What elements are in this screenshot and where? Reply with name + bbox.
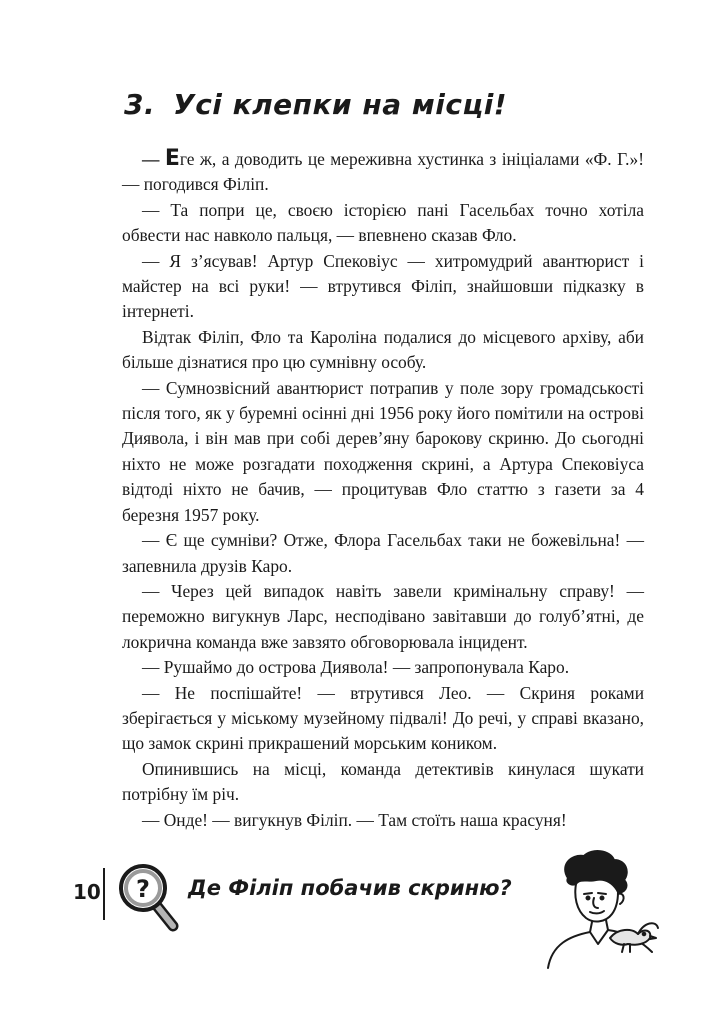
question-mark-glyph: ? bbox=[136, 875, 150, 903]
page-number: 10 bbox=[73, 880, 101, 904]
body-text bbox=[122, 146, 644, 833]
chapter-title bbox=[124, 88, 507, 121]
magnifier-question-icon bbox=[117, 862, 181, 934]
paragraph: — Не поспішайте! — втрутився Лео. — Скриня роками зберігається у міському музейному підвалі! До речі, у справі вказано, що замок скрині прикрашений морським коником. bbox=[122, 682, 644, 754]
paragraph: — Через цей випадок навіть завели кримінальну справу! — переможно вигукнув Ларс, несподівано завітавши до голуб’ятні, де локрична команда вже завзято обговорювала інцидент. bbox=[122, 580, 644, 652]
chapter-number: 3. bbox=[124, 88, 156, 121]
paragraph: — Я з’ясував! Артур Спековіус — хитромудрий авантюрист і майстер на всі руки! — втрутився Філіп, знайшовши підказку в інтернеті. bbox=[122, 250, 644, 322]
paragraph: — Онде! — вигукнув Філіп. — Там стоїть наша красуня! bbox=[142, 809, 567, 830]
opening-dash: — bbox=[142, 149, 165, 169]
dropcap: Е bbox=[164, 146, 180, 171]
chapter-title-text: Усі клепки на місці! bbox=[173, 88, 508, 121]
question-text: Де Філіп побачив скриню? bbox=[188, 876, 512, 900]
paragraph: — Є ще сумніви? Отже, Флора Гасельбах таки не божевільна! — запевнила друзів Каро. bbox=[122, 530, 644, 576]
footer-divider bbox=[103, 868, 105, 920]
paragraph: Опинившись на місці, команда детективів кинулася шукати потрібну їм річ. bbox=[122, 758, 644, 805]
paragraph: — Рушаймо до острова Диявола! — запропонувала Каро. bbox=[142, 657, 570, 678]
paragraph: — Сумнозвісний авантюрист потрапив у поле зору громадськості після того, як у буремні осінні дні 1956 року його помітили на острові Диявола, і він мав при собі дерев’яну барокову скриню. До сьогодні ніхто не може розгадати походження скрині, а Артура Спековіуса відтоді ніхто не бачив, — процитував Фло статтю з газети за 4 березня 1957 року. bbox=[122, 377, 644, 525]
paragraph: — Та попри це, своєю історією пані Гасельбах точно хотіла обвести нас навколо пальця, — впевнено сказав Фло. bbox=[122, 199, 644, 246]
paragraph: Відтак Філіп, Фло та Кароліна подалися до місцевого архіву, аби більше дізнатися про цю сумнівну особу. bbox=[122, 326, 644, 373]
paragraph bbox=[122, 146, 644, 198]
boy-with-bird-illustration bbox=[540, 848, 662, 976]
paragraph-text: ге ж, а доводить це мереживна хустинка з ініціалами «Ф. Г.»! — погодився Філіп. bbox=[122, 149, 644, 195]
